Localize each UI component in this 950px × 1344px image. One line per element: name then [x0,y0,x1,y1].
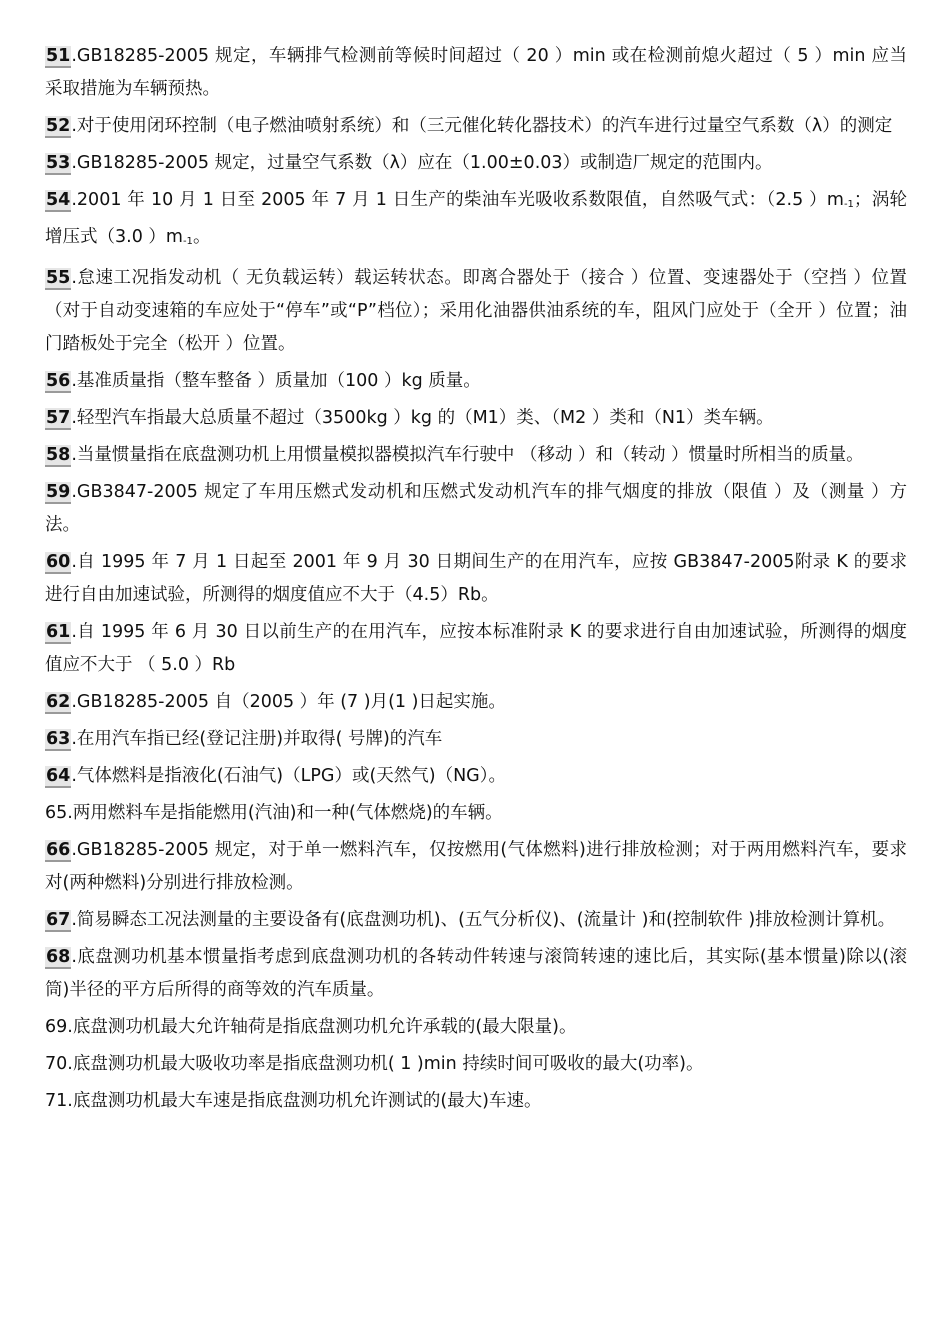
question-number: 61 [46,622,71,642]
question-number: 65 [45,803,68,823]
question-number: 53 [46,153,71,173]
question-text: .自 1995 年 6 月 30 日以前生产的在用汽车，应按本标准附录 K 的要求进行自由加速试验，所测得的烟度值应不大于 （ 5.0 ）Rb [45,622,907,675]
question-number: 69 [45,1017,68,1037]
question-text: 。 [192,227,211,247]
question-text: .对于使用闭环控制（电子燃油喷射系统）和（三元催化转化器技术）的汽车进行过量空气系数（λ）的测定 [71,116,893,136]
question-number: 66 [46,840,71,860]
question-number: 59 [46,482,71,502]
question-number: 63 [46,729,71,749]
document-body [45,40,907,1122]
question-57 [45,402,907,435]
question-64 [45,760,907,793]
question-71 [45,1085,907,1118]
question-55 [45,262,907,361]
question-text: .怠速工况指发动机（ 无负载运转）载运转状态。即离合器处于（接合 ）位置、变速器处于（空挡 ）位置（对于自动变速箱的车应处于“停车”或“P”档位）；采用化油器供油系统的车，阻风门应处于（全开 ）位置；油门踏板处于完全（松开 ）位置。 [45,268,907,354]
question-number: 58 [46,445,71,465]
question-number: 57 [46,408,71,428]
question-67 [45,904,907,937]
question-66 [45,834,907,900]
question-number: 51 [46,46,71,66]
question-text: .简易瞬态工况法测量的主要设备有(底盘测功机)、(五气分析仪)、(流量计 )和(控制软件 )排放检测计算机。 [71,910,896,930]
question-53 [45,147,907,180]
question-text: .GB18285-2005 自（2005 ）年 (7 )月(1 )日起实施。 [71,692,506,712]
question-63 [45,723,907,756]
question-number: 70 [45,1054,68,1074]
question-61 [45,616,907,682]
question-58 [45,439,907,472]
question-text: .在用汽车指已经(登记注册)并取得( 号牌)的汽车 [71,729,443,749]
question-54 [45,184,907,258]
question-text: .底盘测功机最大允许轴荷是指底盘测功机允许承载的(最大限量)。 [67,1017,577,1037]
unit-exponent: -1 [182,236,193,247]
question-text: .两用燃料车是指能燃用(汽油)和一种(气体燃烧)的车辆。 [67,803,503,823]
question-number: 64 [46,766,71,786]
question-text: .自 1995 年 7 月 1 日起至 2001 年 9 月 30 日期间生产的在用汽车，应按 GB3847-2005附录 K 的要求进行自由加速试验，所测得的烟度值应不大于（4.5）Rb。 [45,552,907,605]
question-52 [45,110,907,143]
question-number: 54 [46,190,71,210]
question-text: .基准质量指（整车整备 ）质量加（100 ）kg 质量。 [71,371,481,391]
question-text: .轻型汽车指最大总质量不超过（3500kg ）kg 的（M1）类、（M2 ）类和（N1）类车辆。 [71,408,774,428]
question-number: 71 [45,1091,68,1111]
question-59 [45,476,907,542]
question-number: 56 [46,371,71,391]
question-text: .2001 年 10 月 1 日至 2005 年 7 月 1 日生产的柴油车光吸收系数限值，自然吸气式：（2.5 ）m [71,190,844,210]
question-70 [45,1048,907,1081]
question-text: .底盘测功机最大吸收功率是指底盘测功机( 1 )min 持续时间可吸收的最大(功率)。 [67,1054,704,1074]
question-text: .底盘测功机基本惯量指考虑到底盘测功机的各转动件转速与滚筒转速的速比后，其实际(基本惯量)除以(滚筒)半径的平方后所得的商等效的汽车质量。 [45,947,907,1000]
question-text: .GB18285-2005 规定，过量空气系数（λ）应在（1.00±0.03）或制造厂规定的范围内。 [71,153,773,173]
question-56 [45,365,907,398]
question-number: 52 [46,116,71,136]
question-69 [45,1011,907,1044]
question-text: .GB18285-2005 规定，车辆排气检测前等候时间超过（ 20 ）min 或在检测前熄火超过（ 5 ）min 应当采取措施为车辆预热。 [45,46,907,99]
question-number: 67 [46,910,71,930]
question-text: .底盘测功机最大车速是指底盘测功机允许测试的(最大)车速。 [67,1091,542,1111]
question-68 [45,941,907,1007]
question-text: ；涡轮增压式（3.0 ）m [45,190,908,247]
question-text: .当量惯量指在底盘测功机上用惯量模拟器模拟汽车行驶中 （移动 ）和（转动 ）惯量时所相当的质量。 [71,445,864,465]
question-text: .GB3847-2005 规定了车用压燃式发动机和压燃式发动机汽车的排气烟度的排放（限值 ）及（测量 ）方法。 [45,482,907,535]
question-number: 55 [46,268,71,288]
question-62 [45,686,907,719]
question-51 [45,40,907,106]
question-number: 62 [46,692,71,712]
question-60 [45,546,907,612]
unit-exponent: -1 [843,199,854,210]
question-number: 68 [46,947,71,967]
question-text: .GB18285-2005 规定，对于单一燃料汽车，仅按燃用(气体燃料)进行排放检测；对于两用燃料汽车，要求对(两种燃料)分别进行排放检测。 [45,840,907,893]
question-65 [45,797,907,830]
question-number: 60 [46,552,71,572]
question-text: .气体燃料是指液化(石油气)（LPG）或(天然气)（NG）。 [71,766,506,786]
